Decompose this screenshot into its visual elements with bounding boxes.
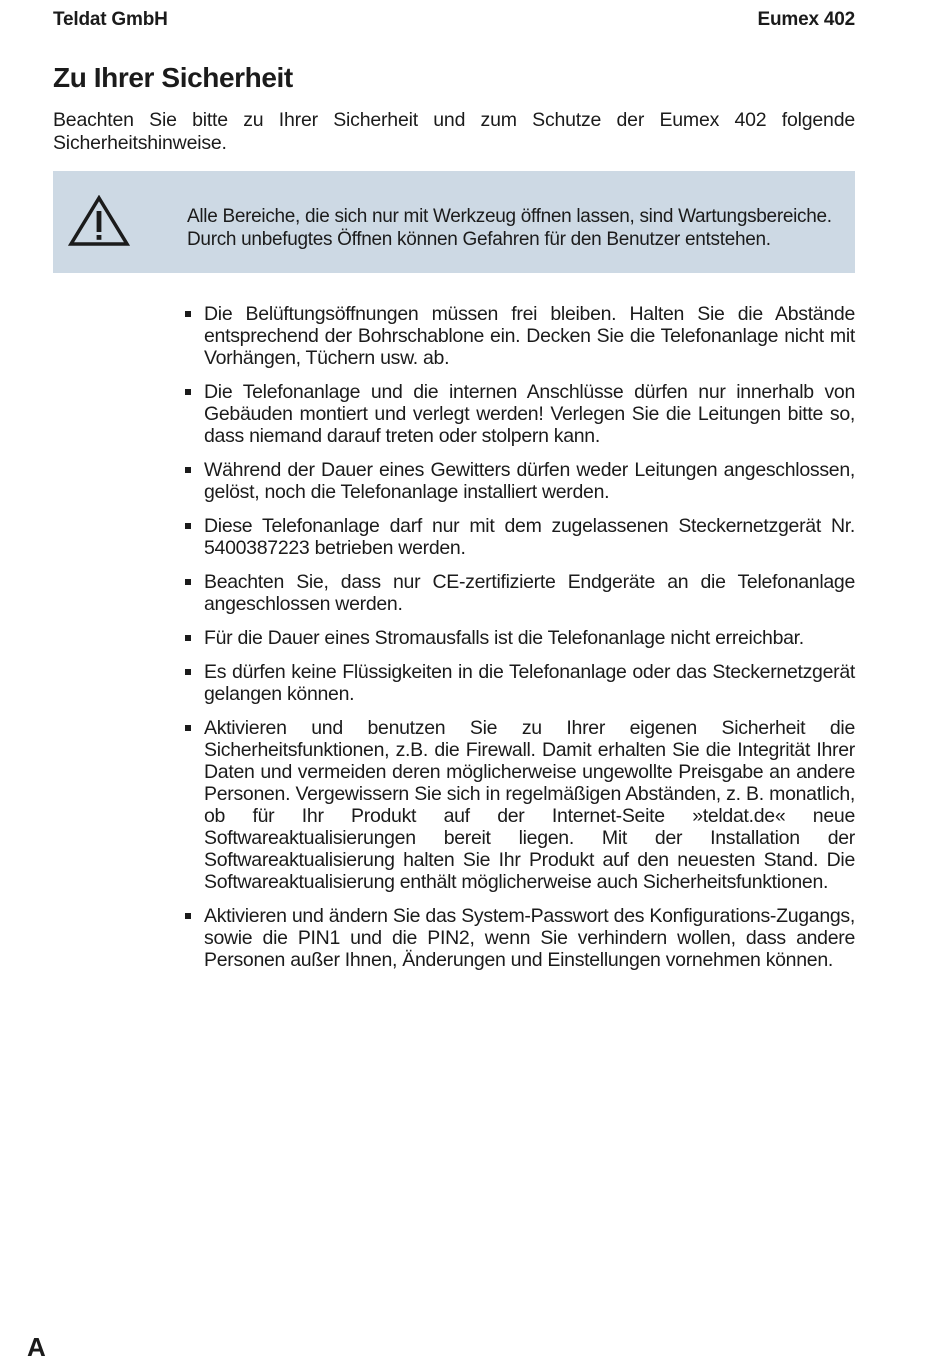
list-item-text: Diese Telefonanlage darf nur mit dem zugelassenen Steckernetzgerät Nr. 5400387223 betrieben werden.: [204, 515, 855, 559]
bullet-square-icon: [185, 467, 191, 473]
list-item-text: Für die Dauer eines Stromausfalls ist die Telefonanlage nicht erreichbar.: [204, 627, 804, 649]
warning-box: [53, 171, 855, 273]
warning-triangle-icon: [68, 195, 130, 247]
intro-paragraph: Beachten Sie bitte zu Ihrer Sicherheit und zum Schutze der Eumex 402 folgende Sicherheitshinweise.: [53, 109, 855, 154]
list-item-text: Beachten Sie, dass nur CE-zertifizierte Endgeräte an die Telefonanlage angeschlossen werden.: [204, 571, 855, 615]
list-item-text: Während der Dauer eines Gewitters dürfen weder Leitungen angeschlossen, gelöst, noch die Telefonanlage installiert werden.: [204, 459, 855, 503]
page-title: Zu Ihrer Sicherheit: [53, 62, 293, 93]
list-item: [183, 905, 855, 971]
list-item-text: Die Telefonanlage und die internen Anschlüsse dürfen nur innerhalb von Gebäuden montiert und verlegt werden! Verlegen Sie die Leitungen bitte so, dass niemand darauf treten oder stolpern kann.: [204, 381, 855, 447]
bullet-square-icon: [185, 635, 191, 641]
list-item-text: Es dürfen keine Flüssigkeiten in die Telefonanlage oder das Steckernetzgerät gelangen können.: [204, 661, 855, 705]
header-company: Teldat GmbH: [53, 9, 168, 30]
list-item: [183, 627, 855, 649]
list-item-text: Die Belüftungsöffnungen müssen frei bleiben. Halten Sie die Abstände entsprechend der Bohrschablone ein. Decken Sie die Telefonanlage nicht mit Vorhängen, Tüchern usw. ab.: [204, 303, 855, 369]
bullet-square-icon: [185, 913, 191, 919]
list-item-text: Aktivieren und ändern Sie das System-Passwort des Konfigurations-Zugangs, sowie die PIN1 und die PIN2, wenn Sie verhindern wollen, dass andere Personen außer Ihnen, Änderungen und Einstellungen vornehmen können.: [204, 905, 855, 971]
list-item: [183, 661, 855, 705]
warning-text: Alle Bereiche, die sich nur mit Werkzeug öffnen lassen, sind Wartungsbereiche. Durch unbefugtes Öffnen können Gefahren für den Benutzer entstehen.: [187, 206, 832, 250]
bullet-square-icon: [185, 579, 191, 585]
footer-mark: A: [27, 1332, 46, 1362]
safety-list: [183, 303, 855, 983]
page-header: [53, 9, 855, 31]
bullet-square-icon: [185, 311, 191, 317]
list-item: [183, 717, 855, 893]
list-item-text: Aktivieren und benutzen Sie zu Ihrer eigenen Sicherheit die Sicherheitsfunktionen, z.B. die Firewall. Damit erhalten Sie die Integrität Ihrer Daten und vermeiden deren möglicherweise ungewollte Preisgabe an andere Personen. Vergewissern Sie sich in regelmäßigen Abständen, z. B. monatlich, ob für Ihr Produkt auf der Internet-Seite »teldat.de« neue Softwareaktualisierungen bereit liegen. Mit der Installation der Softwareaktualisierung halten Sie Ihr Produkt auf den neuesten Stand. Die Softwareaktualisierung enthält möglicherweise auch Sicherheitsfunktionen.: [204, 717, 855, 893]
list-item: [183, 381, 855, 447]
header-product: Eumex 402: [757, 9, 855, 30]
list-item: [183, 515, 855, 559]
list-item: [183, 303, 855, 369]
list-item: [183, 571, 855, 615]
list-item: [183, 459, 855, 503]
bullet-square-icon: [185, 725, 191, 731]
bullet-square-icon: [185, 389, 191, 395]
bullet-square-icon: [185, 669, 191, 675]
bullet-square-icon: [185, 523, 191, 529]
